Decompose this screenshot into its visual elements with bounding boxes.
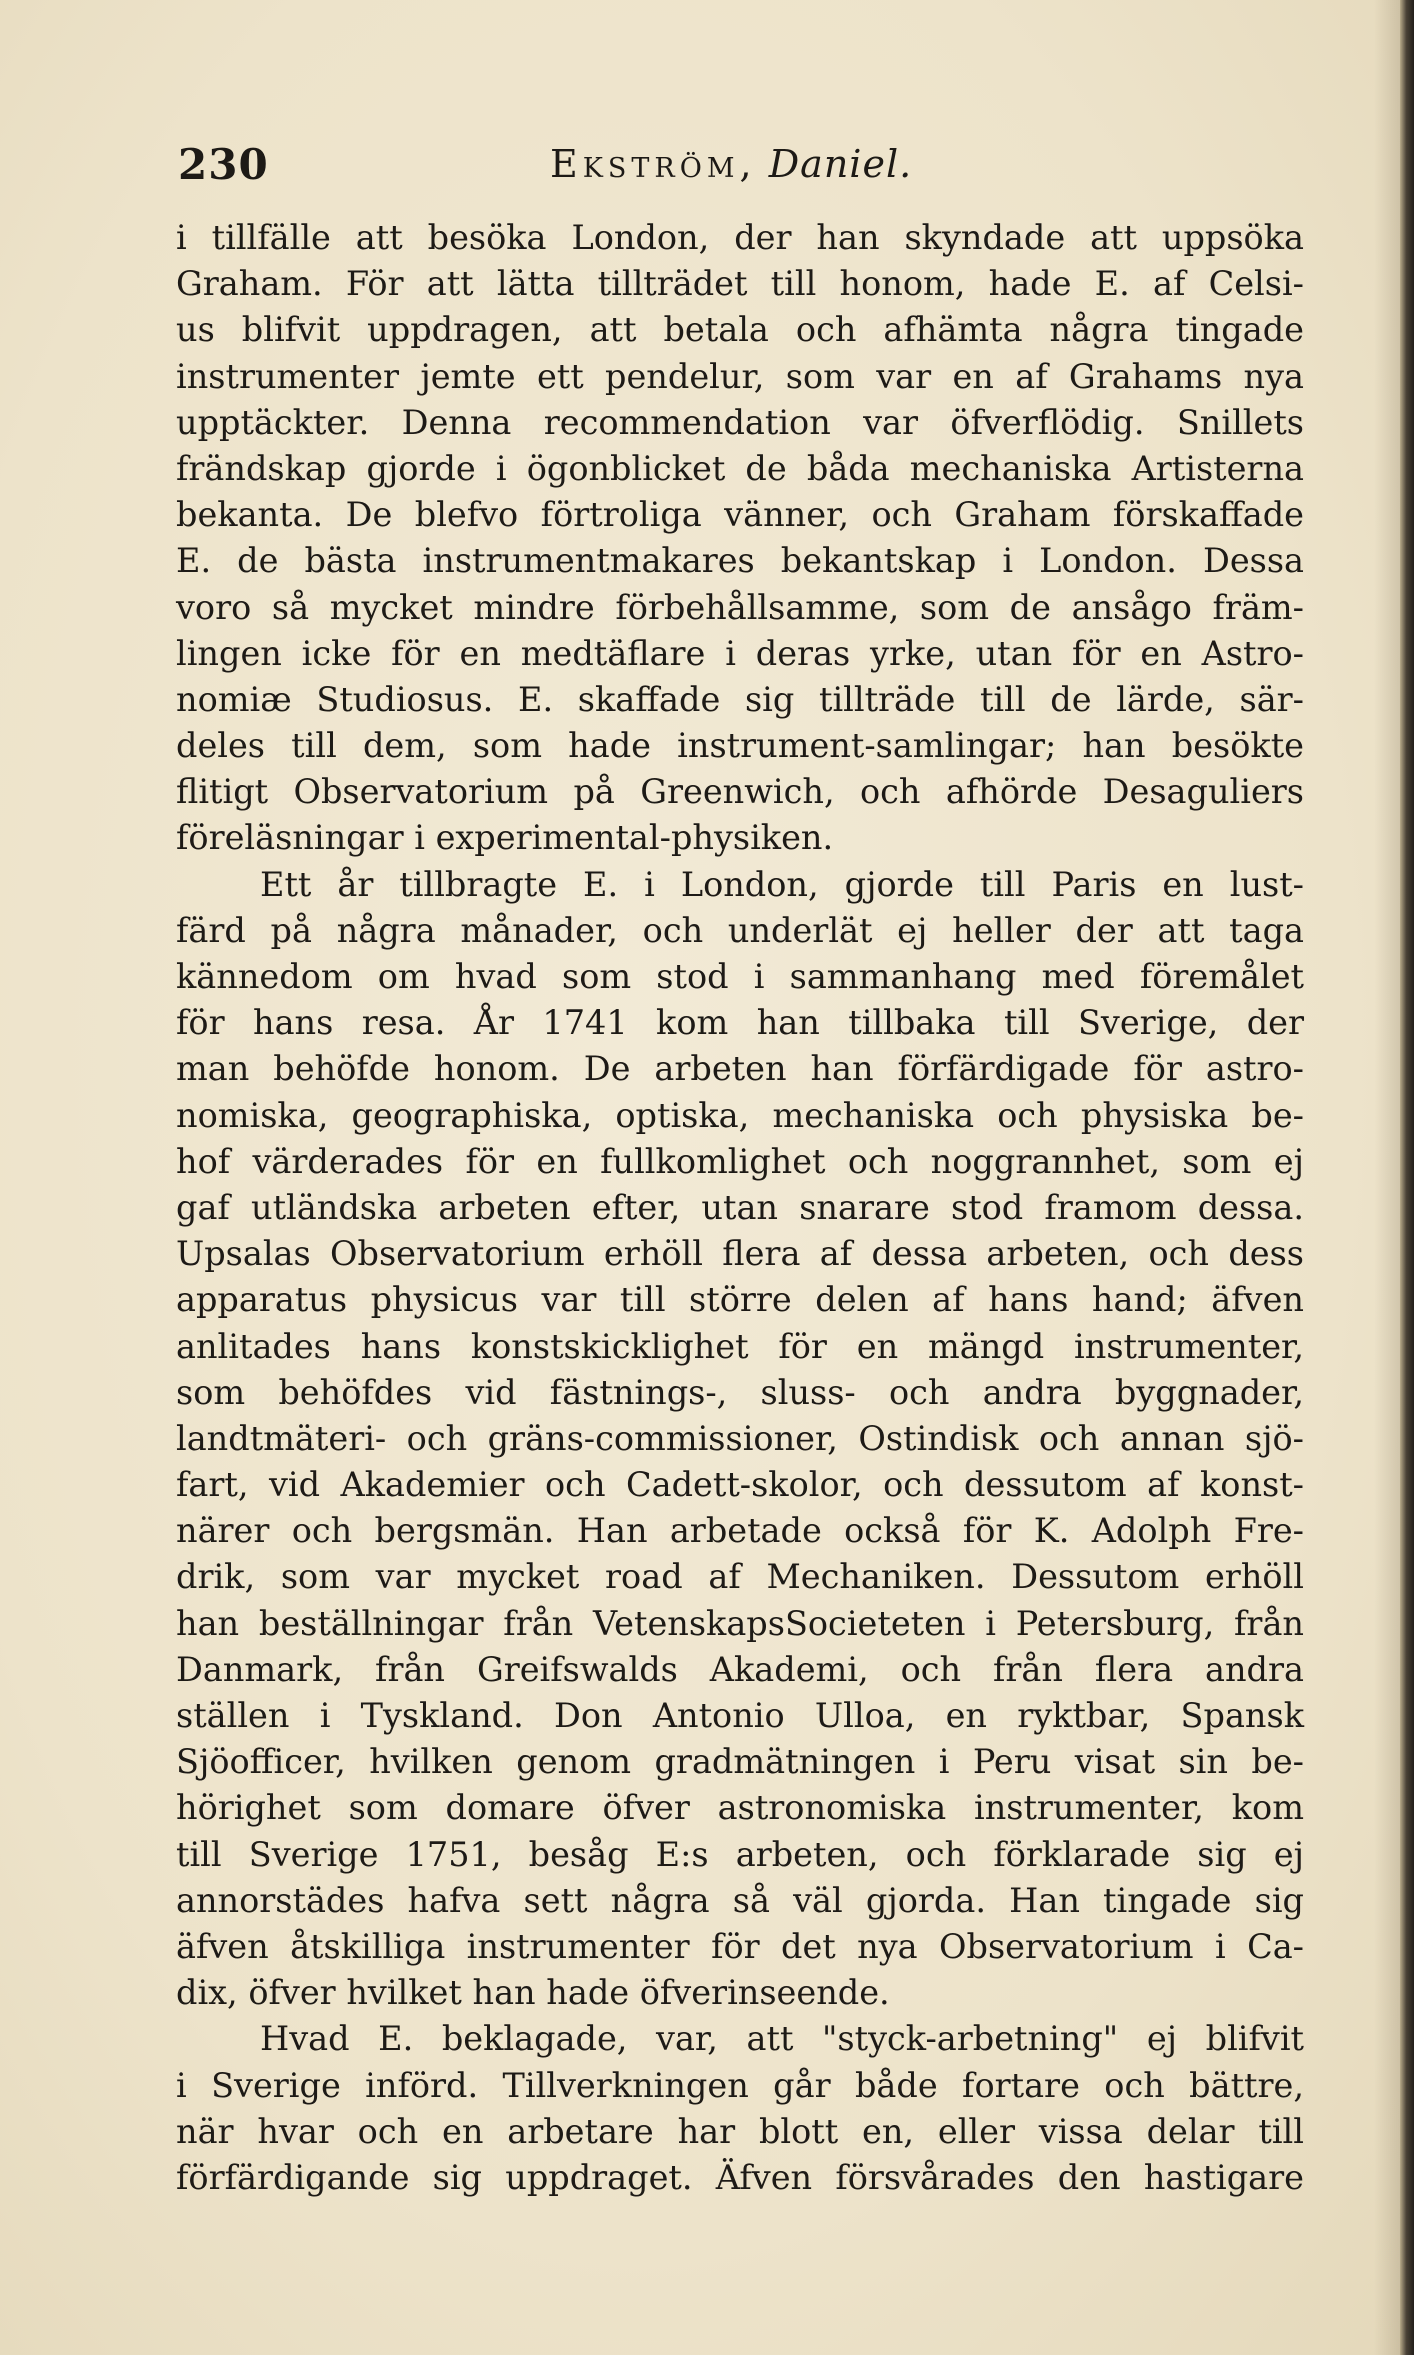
text-line: som behöfdes vid fästnings-, sluss- och andra byggnader, — [176, 1372, 1304, 1412]
book-spine-edge — [1400, 0, 1414, 2355]
text-line: i Sverige införd. Tillverkningen går både fortare och bättre, — [176, 2065, 1304, 2105]
text-line: gaf utländska arbeten efter, utan snarare stod framom dessa. — [176, 1187, 1304, 1227]
gutter-shadow — [1374, 0, 1400, 2355]
text-line: nomiska, geographiska, optiska, mechaniska och physiska be- — [176, 1095, 1304, 1135]
text-line: frändskap gjorde i ögonblicket de båda mechaniska Artisterna — [176, 448, 1304, 488]
text-line: ställen i Tyskland. Don Antonio Ulloa, en ryktbar, Spansk — [176, 1696, 1304, 1735]
text-line: landtmäteri- och gräns-commissioner, Ostindisk och annan sjö- — [176, 1418, 1304, 1458]
text-line: äfven åtskilliga instrumenter för det nya Observatorium i Ca- — [176, 1926, 1304, 1966]
text-line: us blifvit uppdragen, att betala och afhämta några tingade — [176, 310, 1304, 350]
text-line: närer och bergsmän. Han arbetade också för K. Adolph Fre- — [176, 1511, 1304, 1551]
text-line: förfärdigande sig uppdraget. Äfven försvårades den hastigare — [176, 2157, 1304, 2197]
text-line: instrumenter jemte ett pendelur, som var en af Grahams nya — [176, 356, 1304, 396]
text-line: Hvad E. beklagade, var, att "styck-arbetning" ej blifvit — [260, 2019, 1304, 2059]
text-line: Danmark, från Greifswalds Akademi, och från flera andra — [176, 1649, 1304, 1689]
text-line: E. de bästa instrumentmakares bekantskap i London. Dessa — [176, 541, 1304, 581]
text-line: apparatus physicus var till större delen af hans hand; äfven — [176, 1280, 1304, 1320]
page-header — [178, 140, 1308, 200]
text-line: hörighet som domare öfver astronomiska instrumenter, kom — [176, 1788, 1304, 1828]
running-head-name: Ekström, — [550, 142, 757, 186]
text-line: föreläsningar i experimental-physiken. — [176, 818, 834, 858]
text-line: Sjöofficer, hvilken genom gradmätningen i Peru visat sin be- — [176, 1742, 1304, 1782]
text-line: till Sverige 1751, besåg E:s arbeten, och förklarade sig ej — [176, 1834, 1304, 1874]
text-line: anlitades hans konstskicklighet för en mängd instrumenter, — [176, 1326, 1304, 1366]
page-number: 230 — [178, 140, 269, 189]
text-line: nomiæ Studiosus. E. skaffade sig tillträde till de lärde, sär- — [176, 679, 1304, 719]
text-line: upptäckter. Denna recommendation var öfverflödig. Snillets — [176, 402, 1304, 442]
text-line: Ett år tillbragte E. i London, gjorde till Paris en lust- — [260, 864, 1304, 904]
text-line: bekanta. De blefvo förtroliga vänner, och Graham förskaffade — [176, 495, 1304, 535]
text-line: hof värderades för en fullkomlighet och noggrannhet, som ej — [176, 1141, 1304, 1181]
text-line: för hans resa. År 1741 kom han tillbaka till Sverige, der — [176, 1003, 1304, 1043]
text-line: dix, öfver hvilket han hade öfverinseende. — [176, 1973, 890, 2013]
running-head — [550, 142, 912, 186]
text-line: drik, som var mycket road af Mechaniken. Dessutom erhöll — [176, 1557, 1304, 1597]
text-line: man behöfde honom. De arbeten han förfärdigade för astro- — [176, 1049, 1304, 1089]
text-line: fart, vid Akademier och Cadett-skolor, och dessutom af konst- — [176, 1465, 1304, 1505]
text-line: kännedom om hvad som stod i sammanhang med föremålet — [176, 957, 1304, 996]
text-line: flitigt Observatorium på Greenwich, och afhörde Desaguliers — [176, 772, 1304, 812]
text-line: när hvar och en arbetare har blott en, eller vissa delar till — [176, 2111, 1304, 2151]
text-line: Upsalas Observatorium erhöll flera af dessa arbeten, och dess — [176, 1234, 1304, 1274]
text-line: han beställningar från VetenskapsSocieteten i Petersburg, från — [176, 1603, 1304, 1643]
running-head-given-name: Daniel. — [768, 142, 913, 186]
text-line: voro så mycket mindre förbehållsamme, som de ansågo främ- — [176, 587, 1304, 627]
text-line: deles till dem, som hade instrument-samlingar; han besökte — [176, 726, 1304, 766]
text-line: färd på några månader, och underlät ej heller der att taga — [176, 910, 1304, 950]
text-line: lingen icke för en medtäflare i deras yrke, utan för en Astro- — [176, 633, 1304, 673]
text-line: annorstädes hafva sett några så väl gjorda. Han tingade sig — [176, 1880, 1304, 1920]
text-line: i tillfälle att besöka London, der han skyndade att uppsöka — [176, 218, 1304, 257]
body-text — [176, 215, 1304, 2201]
text-line: Graham. För att lätta tillträdet till honom, hade E. af Celsi- — [176, 264, 1304, 304]
